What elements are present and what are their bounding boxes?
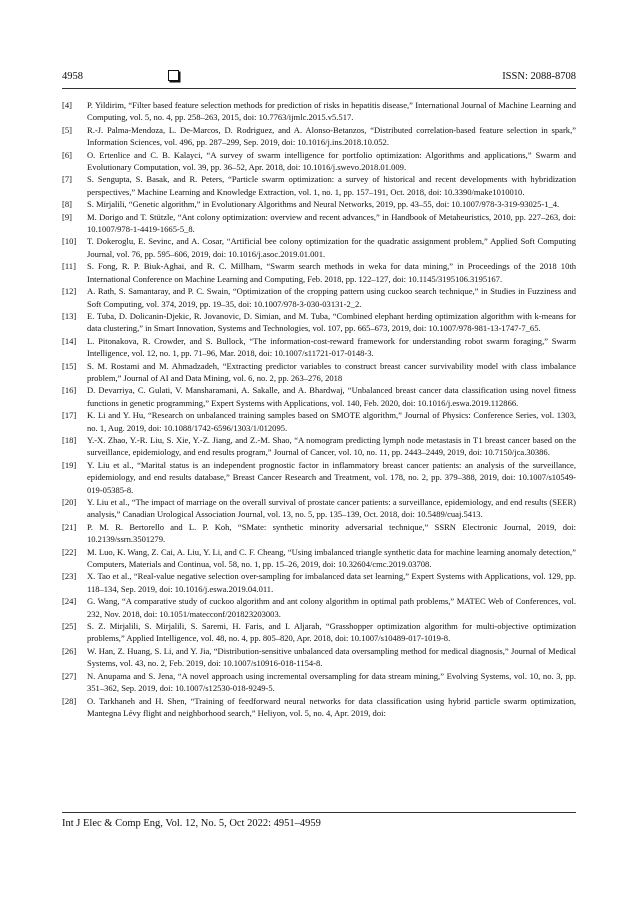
reference-number: [25]: [62, 621, 77, 632]
reference-number: [12]: [62, 286, 77, 297]
reference-text: X. Tao et al., “Real-value negative selection over-sampling for imbalanced data set learning,” Expert Systems with Applications, vol. 129, pp. 118–134, Sep. 2019, doi: 10.1016/j.eswa.2019.04.011.: [87, 571, 576, 594]
reference-number: [11]: [62, 261, 76, 272]
reference-text: Y. Liu et al., “Marital status is an independent prognostic factor in inflammatory breast cancer patients: an analysis of the surveillance, epidemiology, and end results database,” Breast Cancer Research and Treatment, vol. 178, no. 2, pp. 379–388, 2019, doi: 10.1007/s10549-019-05385-8.: [87, 459, 576, 495]
reference-item: [62, 434, 576, 459]
reference-item: [62, 546, 576, 571]
reference-text: O. Tarkhaneh and H. Shen, “Training of feedforward neural networks for data classification using hybrid particle swarm optimization, Mantegna Lévy flight and neighborhood search,” Heliyon, vol. 5, no. 4, Apr. 2019, doi:: [87, 695, 576, 718]
reference-item: [62, 496, 576, 521]
reference-list: [62, 99, 576, 719]
page-footer: Int J Elec & Comp Eng, Vol. 12, No. 5, Oct 2022: 4951–4959: [62, 818, 321, 829]
issn: ISSN: 2088-8708: [502, 71, 576, 82]
reference-item: [62, 384, 576, 409]
reference-number: [14]: [62, 335, 77, 346]
reference-text: W. Han, Z. Huang, S. Li, and Y. Jia, “Distribution-sensitive unbalanced data oversampling method for medical diagnosis,” Journal of Medical Systems, vol. 43, no. 2, Feb. 2019, doi: 10.1007/s10916-018-1154-8.: [87, 645, 576, 669]
reference-text: A. Rath, S. Samantaray, and P. C. Swain, “Optimization of the cropping pattern using cuckoo search technique,” in Studies in Fuzziness and Soft Computing, vol. 374, 2019, pp. 19–35, doi: 10.1007/978-3-030-03131-2_2.: [87, 286, 576, 309]
reference-text: T. Dokeroglu, E. Sevinc, and A. Cosar, “Artificial bee colony optimization for the quadratic assignment problem,” Applied Soft Computing Journal, vol. 76, pp. 595–606, 2019, doi: 10.1016/j.asoc.2019.01.001.: [87, 236, 576, 259]
reference-number: [20]: [62, 497, 77, 507]
reference-number: [10]: [62, 236, 77, 247]
reference-number: [19]: [62, 459, 77, 470]
reference-text: S. Z. Mirjalili, S. Mirjalili, S. Saremi, H. Faris, and I. Aljarah, “Grasshopper optimization algorithm for multi-objective optimization problems,” Applied Intelligence, vol. 48, no. 4, pp. 805–820, Apr. 2018, doi: 10.1007/s10489-017-1019-8.: [87, 621, 576, 644]
reference-number: [21]: [62, 521, 77, 532]
reference-number: [23]: [62, 571, 77, 582]
reference-item: [62, 645, 576, 670]
reference-item: [62, 521, 576, 546]
reference-number: [17]: [62, 410, 77, 421]
reference-item: [62, 260, 576, 285]
reference-text: S. Fong, R. P. Biuk-Aghai, and R. C. Millham, “Swarm search methods in weka for data mining,” in Proceedings of the 2018 10th International Conference on Machine Learning and Computing, Feb. 2018, pp. 122–127, doi: 10.1145/3195106.3195167.: [87, 261, 576, 284]
reference-text: S. Sengupta, S. Basak, and R. Peters, “Particle swarm optimization: a survey of historical and recent developments with hybridization perspectives,” Machine Learning and Knowledge Extraction, vol. 1, no. 1, pp. 157–191, Oct. 2018, doi: 10.3390/make1010010.: [87, 174, 576, 197]
reference-number: [28]: [62, 695, 77, 706]
reference-text: M. Luo, K. Wang, Z. Cai, A. Liu, Y. Li, and C. F. Cheang, “Using imbalanced triangle synthetic data for machine learning anomaly detection,” Computers, Materials and Continua, vol. 58, no. 1, pp. 15–26, 2019, doi: 10.32604/cmc.2019.03708.: [87, 546, 576, 570]
reference-item: [62, 595, 576, 620]
reference-text: E. Tuba, D. Dolicanin-Djekic, R. Jovanovic, D. Simian, and M. Tuba, “Combined elephant herding optimization algorithm with k-means for data clustering,” in Smart Innovation, Systems and Technologies, vol. 107, pp. 665–673, 2019, doi: 10.1007/978-981-13-1747-7_65.: [87, 310, 576, 334]
page-number: 4958: [62, 71, 83, 82]
reference-item: [62, 198, 576, 210]
reference-item: [62, 235, 576, 260]
reference-text: P. M. R. Bertorello and L. P. Koh, “SMate: synthetic minority adversarial technique,” SSRN Electronic Journal, 2019, doi: 10.2139/ssrn.3501279.: [87, 521, 576, 545]
reference-number: [13]: [62, 310, 77, 321]
box-icon: [168, 70, 179, 81]
reference-item: [62, 409, 576, 434]
reference-text: Y.-X. Zhao, Y.-R. Liu, S. Xie, Y.-Z. Jiang, and Z.-M. Shao, “A nomogram predicting lymph node metastasis in T1 breast cancer based on the surveillance, epidemiology, and end results program,” Journal of Cancer, vol. 10, no. 11, pp. 2443–2449, 2019, doi: 10.7150/jca.30386.: [87, 434, 576, 458]
reference-text: G. Wang, “A comparative study of cuckoo algorithm and ant colony algorithm in optimal path problems,” MATEC Web of Conferences, vol. 232, Nov. 2018, doi: 10.1051/matecconf/201823203003.: [87, 596, 576, 619]
reference-item: [62, 620, 576, 645]
reference-text: Y. Liu et al., “The impact of marriage on the overall survival of prostate cancer patients: a surveillance, epidemiology, and end results (SEER) analysis,” Canadian Urological Association Journal, vol. 13, no. 5, pp. 135–139, Oct. 2018, doi: 10.5489/cuaj.5413.: [87, 497, 576, 520]
reference-number: [4]: [62, 100, 72, 110]
reference-item: [62, 124, 576, 149]
reference-number: [27]: [62, 670, 77, 681]
reference-number: [16]: [62, 385, 77, 396]
reference-number: [18]: [62, 434, 77, 445]
header-rule: [62, 88, 576, 89]
reference-item: [62, 285, 576, 310]
reference-item: [62, 310, 576, 335]
reference-item: [62, 360, 576, 385]
reference-text: L. Pitonakova, R. Crowder, and S. Bullock, “The information-cost-reward framework for understanding robot swarm foraging,” Swarm Intelligence, vol. 12, no. 1, pp. 71–96, Mar. 2018, doi: 10.1007/s11721-017-0148-3.: [87, 335, 576, 359]
reference-number: [15]: [62, 360, 77, 371]
reference-text: D. Devarriya, C. Gulati, V. Mansharamani, A. Sakalle, and A. Bhardwaj, “Unbalanced breast cancer data classification using novel fitness functions in genetic programming,” Expert Systems with Applications, vol. 140, Feb. 2020, doi: 10.1016/j.eswa.2019.112866.: [87, 385, 576, 408]
reference-text: N. Anupama and S. Jena, “A novel approach using incremental oversampling for data stream mining,” Evolving Systems, vol. 10, no. 3, pp. 351–362, Sep. 2019, doi: 10.1007/s12530-018-9249-5.: [87, 670, 576, 694]
reference-item: [62, 570, 576, 595]
reference-item: [62, 335, 576, 360]
reference-text: K. Li and Y. Hu, “Research on unbalanced training samples based on SMOTE algorithm,” Journal of Physics: Conference Series, vol. 1303, no. 1, Aug. 2019, doi: 10.1088/1742-6596/1303/1/012095.: [87, 410, 576, 433]
reference-number: [8]: [62, 199, 72, 210]
reference-text: O. Ertenlice and C. B. Kalayci, “A survey of swarm intelligence for portfolio optimization: Algorithms and applications,” Swarm and Evolutionary Computation, vol. 39, pp. 36–52, Apr. 2018, doi: 10.1016/j.swevo.2018.01.009.: [87, 149, 576, 173]
reference-text: S. M. Rostami and M. Ahmadzadeh, “Extracting predictor variables to construct breast cancer survivability model with class imbalance problem,” Journal of AI and Data Mining, vol. 6, no. 2, pp. 263–276, 2018: [87, 360, 576, 383]
reference-number: [6]: [62, 149, 72, 160]
reference-number: [7]: [62, 174, 72, 185]
reference-number: [5]: [62, 124, 72, 135]
reference-item: [62, 695, 576, 720]
reference-number: [22]: [62, 546, 77, 557]
reference-item: [62, 211, 576, 236]
reference-number: [9]: [62, 211, 72, 222]
reference-number: [24]: [62, 596, 77, 607]
page-header: [62, 71, 576, 87]
reference-item: [62, 173, 576, 198]
reference-item: [62, 99, 576, 124]
reference-item: [62, 459, 576, 496]
reference-item: [62, 670, 576, 695]
footer-rule: [62, 812, 576, 813]
reference-text: M. Dorigo and T. Stützle, “Ant colony optimization: overview and recent advances,” in Handbook of Metaheuristics, 2010, pp. 227–263, doi: 10.1007/978-1-4419-1665-5_8.: [87, 211, 576, 235]
reference-text: S. Mirjalili, “Genetic algorithm,” in Evolutionary Algorithms and Neural Networks, 2019, pp. 43–55, doi: 10.1007/978-3-319-93025-1_4.: [87, 199, 560, 210]
reference-text: R.-J. Palma-Mendoza, L. De-Marcos, D. Rodriguez, and A. Alonso-Betanzos, “Distributed correlation-based feature selection in spark,” Information Sciences, vol. 496, pp. 287–299, Sep. 2019, doi: 10.1016/j.ins.2018.10.052.: [87, 124, 576, 148]
reference-text: P. Yildirim, “Filter based feature selection methods for prediction of risks in hepatitis disease,” International Journal of Machine Learning and Computing, vol. 5, no. 4, pp. 258–263, 2015, doi: 10.7763/ijmlc.2015.v5.517.: [87, 100, 576, 123]
reference-number: [26]: [62, 645, 77, 656]
reference-item: [62, 149, 576, 174]
